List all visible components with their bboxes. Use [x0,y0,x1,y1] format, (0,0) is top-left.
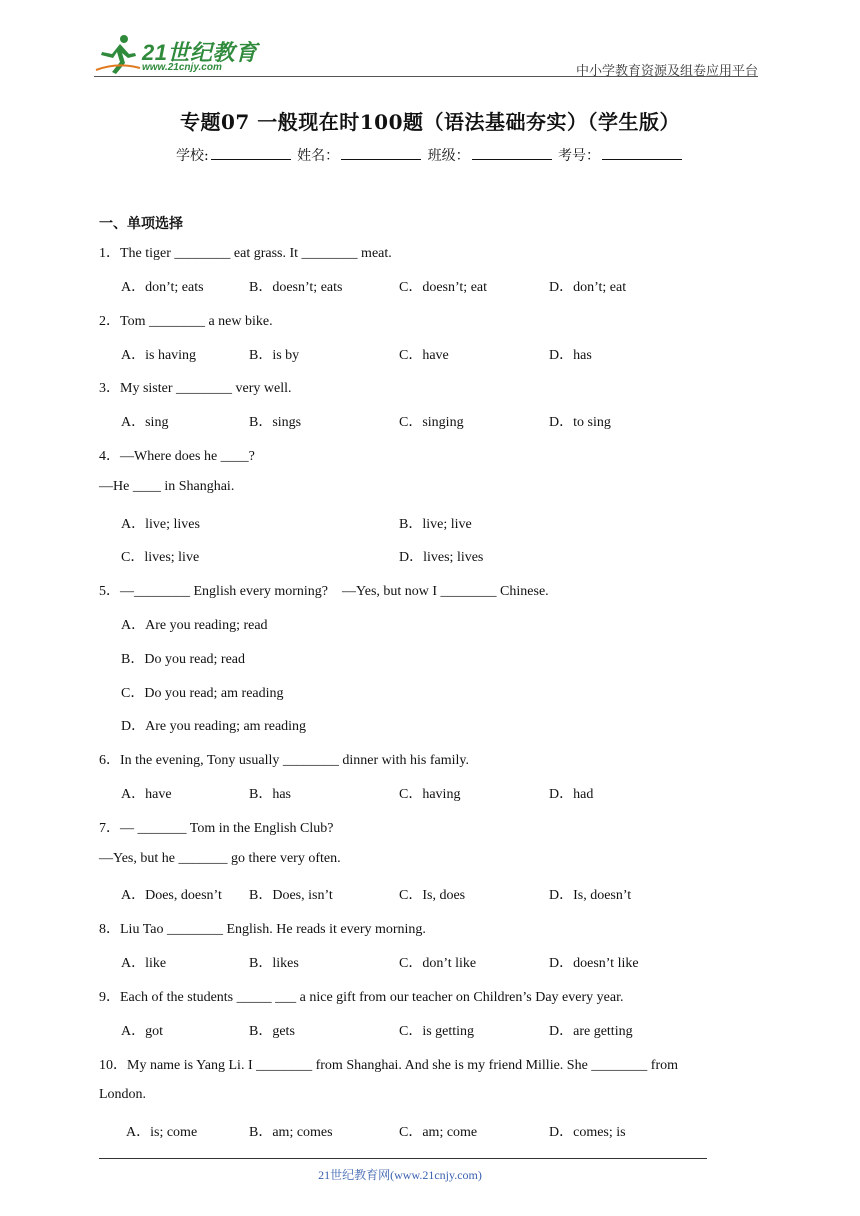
option-d[interactable]: D．comes; is [549,1125,626,1140]
option-c[interactable]: C．having [399,787,461,802]
option-c[interactable]: C．is getting [399,1024,475,1039]
option-c[interactable]: C．lives; live [121,550,200,565]
header-divider [94,76,758,77]
option-c[interactable]: C．am; come [399,1125,478,1140]
option-d[interactable]: D．doesn’t like [549,956,639,971]
option-a[interactable]: A．sing [121,415,169,430]
platform-name: 中小学教育资源及组卷应用平台 [575,64,758,79]
option-b[interactable]: B．am; comes [249,1125,333,1140]
option-c[interactable]: C．have [399,348,449,363]
exam-no-label: 考号： [558,148,601,164]
option-b[interactable]: B．likes [249,956,299,971]
option-a[interactable]: A．don’t; eats [121,280,204,295]
footer-link[interactable]: 21世纪教育网(www.21cnjy.com) [318,1168,482,1182]
option-c[interactable]: C．Do you read; am reading [121,686,284,701]
section-heading: 一、单项选择 [99,216,183,232]
option-c[interactable]: C．don’t like [399,956,477,971]
option-b[interactable]: B．sings [249,415,302,430]
class-field[interactable] [472,147,552,160]
logo [94,32,264,78]
option-a[interactable]: A．got [121,1024,163,1039]
page-title: 专题07 一般现在时100题（语法基础夯实）（学生版） [179,110,681,134]
option-d[interactable]: D．has [549,348,592,363]
school-field[interactable] [211,147,291,160]
question-stem: 7．— _______ Tom in the English Club? [99,821,334,836]
question-stem: 3．My sister ________ very well. [99,381,292,396]
option-a[interactable]: A．is having [121,348,197,363]
option-b[interactable]: B．Do you read; read [121,652,246,667]
option-d[interactable]: D．don’t; eat [549,280,627,295]
option-b[interactable]: B．live; live [399,517,472,532]
question-stem: 5．—________ English every morning? —Yes, but now I ________ Chinese. [99,584,549,599]
question-stem: 10．My name is Yang Li. I ________ from Shanghai. And she is my friend Millie. She ________ from [99,1058,679,1073]
option-b[interactable]: B．doesn’t; eats [249,280,343,295]
question-stem-line2: London. [99,1087,147,1102]
option-a[interactable]: A．is; come [126,1125,198,1140]
page-header [94,32,758,78]
question-stem: 8．Liu Tao ________ English. He reads it every morning. [99,922,426,937]
question-stem: 1．The tiger ________ eat grass. It ________ meat. [99,246,392,261]
question-stem: 2．Tom ________ a new bike. [99,314,273,329]
option-c[interactable]: C．Is, does [399,888,466,903]
question-stem: 9．Each of the students _____ ___ a nice gift from our teacher on Children’s Day every year. [99,990,624,1005]
option-a[interactable]: A．live; lives [121,517,200,532]
question-stem: 4．—Where does he ____? [99,449,255,464]
student-info-row [0,145,860,165]
option-d[interactable]: D．to sing [549,415,611,430]
option-b[interactable]: B．is by [249,348,300,363]
option-d[interactable]: D．had [549,787,594,802]
logo-url: www.21cnjy.com [142,62,222,73]
option-a[interactable]: A．have [121,787,172,802]
option-c[interactable]: C．doesn’t; eat [399,280,488,295]
class-label: 班级： [427,148,470,164]
school-label: 学校: [175,148,209,164]
option-a[interactable]: A．Does, doesn’t [121,888,222,903]
option-b[interactable]: B．Does, isn’t [249,888,333,903]
option-a[interactable]: A．like [121,956,167,971]
option-d[interactable]: D．lives; lives [399,550,484,565]
option-b[interactable]: B．gets [249,1024,295,1039]
option-d[interactable]: D．are getting [549,1024,633,1039]
question-stem-line2: —He ____ in Shanghai. [99,479,235,494]
option-a[interactable]: A．Are you reading; read [121,618,268,633]
footer-divider [99,1158,707,1159]
runner-logo-icon [94,32,142,78]
question-stem-line2: —Yes, but he _______ go there very often. [99,851,341,866]
option-d[interactable]: D．Is, doesn’t [549,888,632,903]
option-c[interactable]: C．singing [399,415,464,430]
name-field[interactable] [341,147,421,160]
option-d[interactable]: D．Are you reading; am reading [121,719,307,734]
logo-text: 21世纪教育 [142,40,258,65]
question-stem: 6．In the evening, Tony usually ________ dinner with his family. [99,753,469,768]
option-b[interactable]: B．has [249,787,291,802]
name-label: 姓名： [297,148,340,164]
exam-no-field[interactable] [602,147,682,160]
